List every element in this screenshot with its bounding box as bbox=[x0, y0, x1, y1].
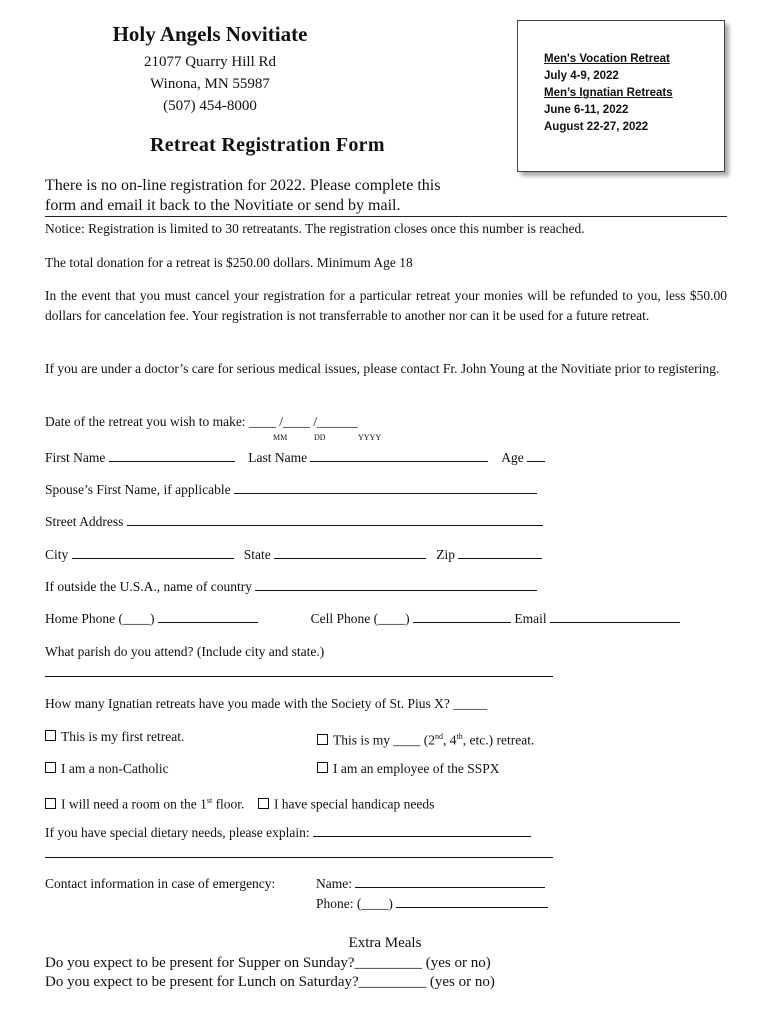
first-retreat-option[interactable] bbox=[45, 727, 305, 747]
cell-phone-label: Cell Phone (____) bbox=[310, 611, 410, 626]
emergency-name-row bbox=[316, 874, 556, 894]
emergency-name-field[interactable] bbox=[355, 875, 545, 888]
employee-option[interactable] bbox=[317, 759, 617, 779]
th-sup: th bbox=[456, 732, 463, 741]
nth-retreat-post: , etc.) retreat. bbox=[462, 732, 535, 748]
country-row bbox=[45, 577, 727, 597]
nth-retreat-mid: , 4 bbox=[443, 732, 457, 748]
email-label: Email bbox=[514, 611, 547, 626]
org-name: Holy Angels Novitiate bbox=[112, 22, 308, 46]
retreat-dates-box bbox=[517, 20, 725, 172]
email-field[interactable] bbox=[550, 610, 680, 623]
checkbox-first-floor[interactable] bbox=[45, 798, 56, 809]
parish-field[interactable] bbox=[45, 676, 553, 677]
emergency-label: Contact information in case of emergency: bbox=[45, 876, 276, 891]
home-phone-field[interactable] bbox=[158, 610, 258, 623]
city-field[interactable] bbox=[72, 546, 234, 559]
employee-label: I am an employee of the SSPX bbox=[333, 761, 500, 776]
age-field[interactable] bbox=[527, 449, 545, 462]
zip-field[interactable] bbox=[458, 546, 542, 559]
extra-meals-title: Extra Meals bbox=[348, 935, 422, 951]
checkbox-employee[interactable] bbox=[317, 762, 328, 773]
st-sup: st bbox=[206, 796, 213, 805]
dietary-field[interactable] bbox=[313, 824, 531, 837]
spouse-label: Spouse’s First Name, if applicable bbox=[45, 482, 231, 497]
non-catholic-label: I am a non-Catholic bbox=[61, 761, 169, 776]
yyyy-label: YYYY bbox=[358, 433, 382, 442]
emergency-name-label: Name: bbox=[316, 876, 352, 891]
notice-limit: Notice: Registration is limited to 30 retreatants. The registration closes once this number is reached. bbox=[45, 221, 585, 236]
last-name-label: Last Name bbox=[248, 450, 308, 465]
emergency-phone-field[interactable] bbox=[396, 895, 548, 908]
home-phone-label: Home Phone (____) bbox=[45, 611, 155, 626]
name-row bbox=[45, 448, 727, 468]
first-name-label: First Name bbox=[45, 450, 106, 465]
phone-number: (507) 454-8000 bbox=[163, 98, 257, 114]
nd-sup: nd bbox=[435, 732, 444, 741]
dietary-row bbox=[45, 823, 727, 843]
street-row bbox=[45, 512, 727, 532]
age-label: Age bbox=[501, 450, 524, 465]
dietary-label: If you have special dietary needs, please explain: bbox=[45, 825, 310, 840]
address-line2: Winona, MN 55987 bbox=[150, 76, 270, 92]
parish-label: What parish do you attend? (Include city and state.) bbox=[45, 644, 325, 659]
divider bbox=[45, 216, 727, 217]
ignatian-title: Men’s Ignatian Retreats bbox=[544, 87, 673, 99]
checkbox-first-retreat[interactable] bbox=[45, 730, 56, 741]
checkbox-handicap[interactable] bbox=[258, 798, 269, 809]
non-catholic-option[interactable] bbox=[45, 759, 305, 779]
first-floor-pre: I will need a room on the 1 bbox=[61, 796, 207, 812]
dd-label: DD bbox=[314, 433, 326, 442]
checkbox-non-catholic[interactable] bbox=[45, 762, 56, 773]
nth-retreat-pre: This is my ____ (2 bbox=[333, 732, 436, 748]
first-name-field[interactable] bbox=[109, 449, 235, 462]
country-field[interactable] bbox=[255, 578, 537, 591]
dietary-field-2[interactable] bbox=[45, 857, 553, 858]
supper-question[interactable]: Do you expect to be present for Supper on Sunday?_________ (yes or no) bbox=[45, 955, 491, 971]
lunch-question[interactable]: Do you expect to be present for Lunch on Saturday?_________ (yes or no) bbox=[45, 974, 495, 990]
phone-row bbox=[45, 609, 727, 629]
vocation-title: Men's Vocation Retreat bbox=[544, 53, 670, 65]
intro-line-1: There is no on-line registration for 2022. Please complete this bbox=[45, 177, 441, 194]
address-line1: 21077 Quarry Hill Rd bbox=[143, 54, 277, 70]
city-label: City bbox=[45, 547, 69, 562]
handicap-label: I have special handicap needs bbox=[273, 796, 435, 812]
notice-cancel: In the event that you must cancel your registration for a particular retreat your monies will be refunded to you, less $50.00 dollars for cancelation fee. Your registration is not transferrable to another nor can it be used for a future retreat. bbox=[45, 288, 727, 323]
emergency-phone-row bbox=[316, 894, 556, 914]
ignatian-count-field[interactable]: How many Ignatian retreats have you made with the Society of St. Pius X? _____ bbox=[45, 696, 488, 711]
ignatian-date-2: August 22-27, 2022 bbox=[544, 121, 649, 133]
room-handicap-row bbox=[45, 791, 727, 815]
intro-line-2: form and email it back to the Novitiate or send by mail. bbox=[45, 197, 401, 214]
state-field[interactable] bbox=[274, 546, 426, 559]
notice-donation: The total donation for a retreat is $250.00 dollars. Minimum Age 18 bbox=[45, 255, 413, 270]
notice-medical: If you are under a doctor’s care for serious medical issues, please contact Fr. John Young at the Novitiate prior to registering. bbox=[45, 361, 720, 376]
cell-phone-field[interactable] bbox=[413, 610, 511, 623]
country-label: If outside the U.S.A., name of country bbox=[45, 579, 252, 594]
spouse-row bbox=[45, 480, 727, 500]
nth-retreat-option[interactable] bbox=[317, 727, 617, 751]
checkbox-nth-retreat[interactable] bbox=[317, 734, 328, 745]
mm-label: MM bbox=[273, 433, 288, 442]
zip-label: Zip bbox=[436, 547, 456, 562]
street-field[interactable] bbox=[127, 513, 543, 526]
vocation-date: July 4-9, 2022 bbox=[544, 70, 619, 82]
first-retreat-label: This is my first retreat. bbox=[61, 729, 185, 744]
form-title: Retreat Registration Form bbox=[150, 134, 385, 156]
last-name-field[interactable] bbox=[310, 449, 488, 462]
state-label: State bbox=[243, 547, 271, 562]
street-label: Street Address bbox=[45, 514, 124, 529]
first-floor-post: floor. bbox=[212, 796, 245, 812]
intro-text bbox=[45, 176, 515, 216]
city-row bbox=[45, 545, 727, 565]
ignatian-date-1: June 6-11, 2022 bbox=[544, 104, 629, 116]
spouse-field[interactable] bbox=[234, 481, 537, 494]
date-field[interactable]: Date of the retreat you wish to make: ____ /____ /______ bbox=[45, 414, 358, 429]
emergency-phone-label: Phone: (____) bbox=[316, 896, 393, 911]
